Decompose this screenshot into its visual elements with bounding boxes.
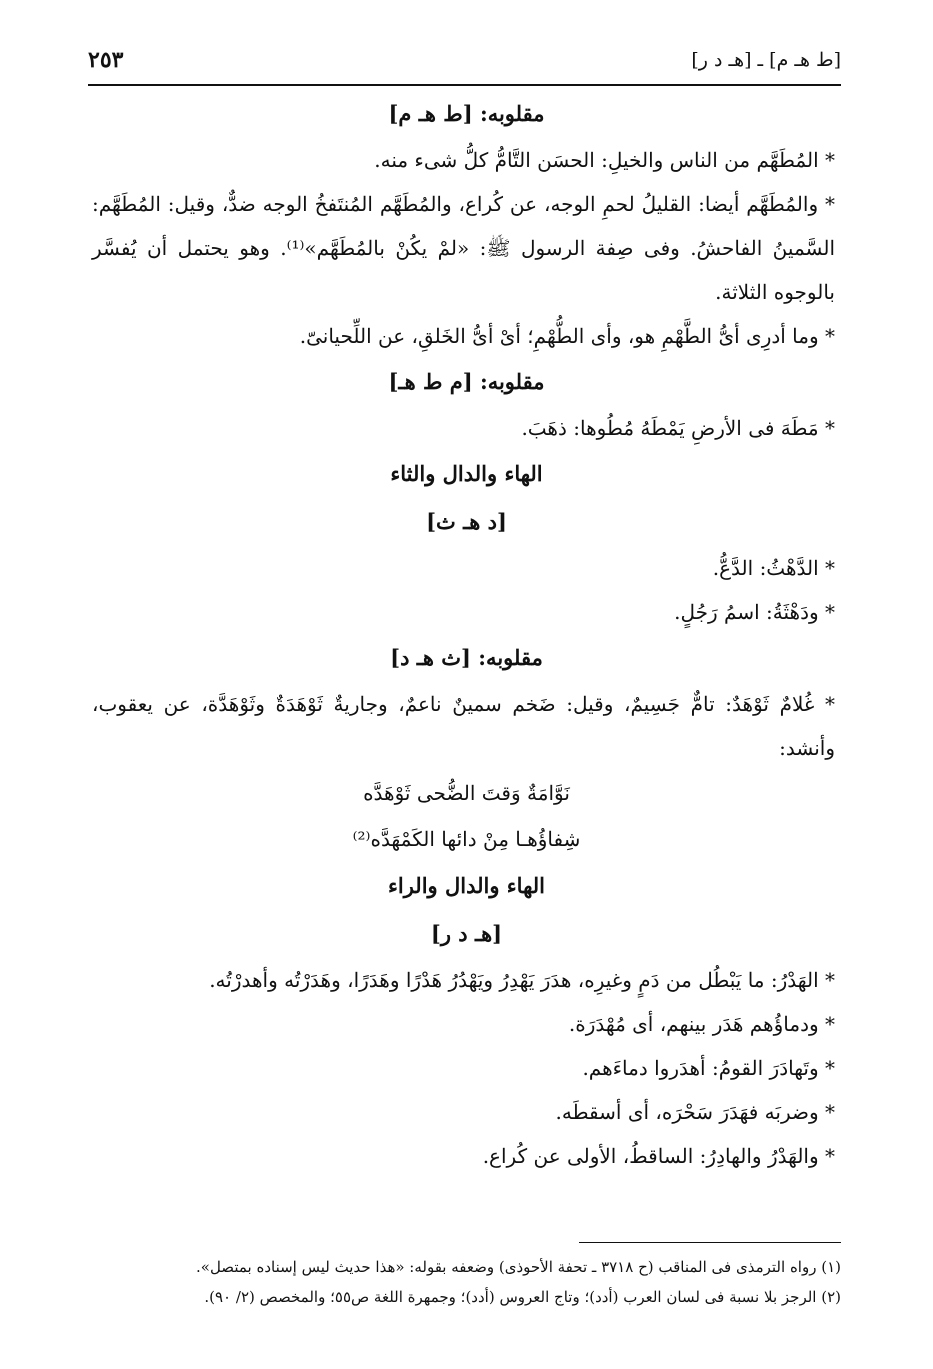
dictionary-entry: * ودَهْثَةُ: اسمُ رَجُلٍ. (674, 600, 835, 624)
dictionary-entry: * المُطَهَّم من الناس والخيلِ: الحسَن التَّامُّ كلُّ شىء منه. (374, 148, 835, 172)
root-heading: [هـ د ر] (430, 921, 503, 946)
running-header (88, 40, 841, 80)
dictionary-entry: * والهَدْرُ والهادِرُ: الساقطُ، الأولى عن كُراع. (482, 1144, 835, 1168)
footnote: (٢) الرجز بلا نسبة فى لسان العرب (أدد)؛ وتاج العروس (أدد)؛ وجمهرة اللغة ص٥٥؛ والمخصص (٢/ ٩٠). (204, 1288, 841, 1306)
section-heading: مقلوبه: [م ط هـ] (388, 369, 545, 394)
dictionary-entry: * والمُطَهَّم أيضا: القليلُ لحمِ الوجه، عن كُراع، والمُطَهَّم المُنتَفخُ الوجه ضدٌّ، وقيل: المُطَهَّم: السَّمينُ الفاحشُ. وفى صِفة الرسول ﷺ: «لمْ يكُنْ بالمُطَهَّم»⁽¹⁾. وهو يحتمل أن يُفسَّر بالوجوه الثلاثة. (92, 192, 835, 304)
section-heading: مقلوبه: [ط هـ م] (388, 101, 545, 126)
dictionary-entry: * ودماؤُهم هَدَر بينهم، أى مُهْدَرَة. (568, 1012, 835, 1036)
dictionary-entry: * غُلامٌ ثَوْهَدٌ: تامٌّ جَسِيمٌ، وقيل: ضَخم سمينٌ ناعمٌ، وجاريةٌ ثَوْهَدَةٌ وثَوْهَدَّة، عن يعقوب، وأنشد: (92, 692, 835, 760)
page-number: ٢٥٣ (88, 47, 124, 73)
header-rule (88, 84, 841, 86)
dictionary-entry: * مَطَهَ فى الأرضِ يَمْطَهُ مُطُوها: ذهَبَ. (521, 416, 835, 440)
running-header-title: [ط هـ م] ـ [هـ د ر] (691, 49, 841, 71)
verse-line: نَوَّامَةٌ وَقتَ الضُّحى ثَوْهَدَّه (363, 781, 570, 805)
root-heading: [د هـ ث] (426, 509, 507, 534)
chapter-heading: الهاء والدال والراء (388, 873, 545, 898)
page-body (92, 90, 841, 1178)
chapter-heading: الهاء والدال والثاء (390, 461, 543, 486)
verse-line: شِفاؤُهـا مِنْ دائها الكَمْهَدَّه⁽²⁾ (352, 827, 581, 851)
dictionary-entry: * الهَدْرُ: ما يَبْطُل من دَمٍ وغيرِه، هدَرَ يَهْدِرُ ويَهْدُرُ هَدْرًا وهَدَرًا، وهَدَرْتُه وأهدرْتُه. (209, 968, 835, 992)
dictionary-entry: * الدَّهْثُ: الدَّعُّ. (712, 556, 835, 580)
dictionary-entry: * وتَهادَرَ القومُ: أهدَروا دماءَهم. (582, 1056, 835, 1080)
footnotes (92, 1252, 841, 1312)
dictionary-entry: * وما أدرِى أىُّ الطَّهْمِ هو، وأى الطُّهْمِ؛ أىْ أىُّ الخَلقِ، عن اللِّحيانىّ. (299, 324, 835, 348)
footnote-rule (579, 1242, 841, 1243)
section-heading: مقلوبه: [ث هـ د] (390, 645, 543, 670)
footnote: (١) رواه الترمذى فى المناقب (ح ٣٧١٨ ـ تحفة الأحوذى) وضعفه بقوله: «هذا حديث ليس إسناده بمتصل». (196, 1258, 841, 1276)
dictionary-entry: * وضربَه فهَدَرَ سَحْرَه، أى أسقطَه. (555, 1100, 835, 1124)
